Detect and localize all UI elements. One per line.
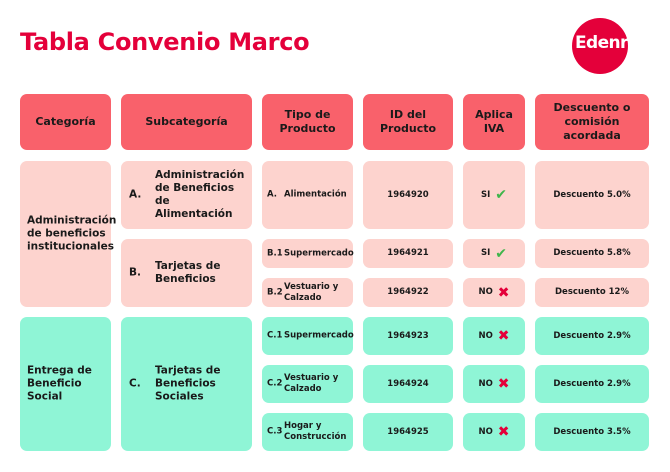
header-id-producto: ID del Producto xyxy=(363,94,453,150)
product-type: Supermercado xyxy=(284,330,354,341)
iva-value: SI xyxy=(480,189,491,200)
category-label: Administración de beneficios institucionales xyxy=(27,214,117,253)
product-code: A. xyxy=(267,189,277,200)
product-code: C.3 xyxy=(267,426,283,437)
product-code: B.2 xyxy=(267,287,283,297)
subcategory-cell xyxy=(121,317,252,451)
cross-icon: ✖ xyxy=(497,424,510,440)
descuento-cell xyxy=(535,278,649,307)
iva-value: NO xyxy=(478,330,493,341)
product-id-cell xyxy=(363,278,453,307)
category-label: Entrega de Beneficio Social xyxy=(27,364,92,403)
descuento-cell xyxy=(535,413,649,451)
tipo-producto-cell xyxy=(262,161,353,229)
product-id: 1964924 xyxy=(387,378,429,389)
descuento-value: Descuento 5.8% xyxy=(553,248,631,258)
iva-value: NO xyxy=(478,378,493,389)
header-aplica-iva: Aplica IVA xyxy=(463,94,525,150)
header-tipo-producto: Tipo de Producto xyxy=(262,94,353,150)
subcategory-cell xyxy=(121,161,252,229)
iva-cell xyxy=(463,413,525,451)
product-id: 1964923 xyxy=(387,330,429,341)
descuento-cell xyxy=(535,365,649,403)
cross-icon: ✖ xyxy=(497,328,510,344)
subcategory-cell xyxy=(121,239,252,307)
product-type: Alimentación xyxy=(284,189,347,200)
product-code: C.1 xyxy=(267,330,283,341)
category-cell xyxy=(20,161,117,307)
cross-icon: ✖ xyxy=(497,284,510,301)
iva-value: SI xyxy=(480,248,491,258)
cross-icon: ✖ xyxy=(497,376,510,392)
product-type: Hogar y Construcción xyxy=(284,421,347,442)
product-type: Supermercado xyxy=(284,248,354,258)
descuento-cell xyxy=(535,239,649,268)
product-code: B.1 xyxy=(267,248,283,258)
logo-text: Edenred xyxy=(575,33,651,53)
descuento-value: Descuento 5.0% xyxy=(553,189,631,200)
descuento-value: Descuento 3.5% xyxy=(553,426,631,437)
tipo-producto-cell xyxy=(262,413,353,451)
tipo-producto-cell xyxy=(262,278,353,307)
iva-cell xyxy=(463,239,525,268)
iva-cell xyxy=(463,161,525,229)
header-subcategoria: Subcategoría xyxy=(121,94,252,150)
product-id-cell xyxy=(363,413,453,451)
page-title: Tabla Convenio Marco xyxy=(20,28,310,56)
subcategory-label: Tarjetas de Beneficios xyxy=(155,260,221,285)
product-id-cell xyxy=(363,317,453,355)
subcategory-label: Administración de Beneficios de Alimentación xyxy=(155,169,245,220)
subcategory-letter: A. xyxy=(129,188,142,201)
product-type: Vestuario y Calzado xyxy=(284,373,339,394)
tipo-producto-cell xyxy=(262,365,353,403)
check-icon: ✔ xyxy=(495,245,508,262)
product-id-cell xyxy=(363,365,453,403)
product-type: Vestuario y Calzado xyxy=(284,281,339,303)
product-id: 1964922 xyxy=(387,287,429,297)
iva-value: NO xyxy=(478,287,493,297)
descuento-value: Descuento 2.9% xyxy=(553,378,631,389)
subcategory-letter: C. xyxy=(129,377,141,390)
product-id-cell xyxy=(363,239,453,268)
product-id: 1964925 xyxy=(387,426,429,437)
descuento-cell xyxy=(535,317,649,355)
descuento-value: Descuento 2.9% xyxy=(553,330,631,341)
header-categoria: Categoría xyxy=(20,94,111,150)
product-id: 1964921 xyxy=(387,248,429,258)
iva-value: NO xyxy=(478,426,493,437)
category-cell xyxy=(20,317,111,451)
subcategory-letter: B. xyxy=(129,266,141,279)
product-id-cell xyxy=(363,161,453,229)
tipo-producto-cell xyxy=(262,239,353,268)
check-icon: ✔ xyxy=(495,187,508,203)
descuento-value: Descuento 12% xyxy=(555,287,629,297)
iva-cell xyxy=(463,365,525,403)
subcategory-label: Tarjetas de Beneficios Sociales xyxy=(155,364,221,403)
product-code: C.2 xyxy=(267,378,283,389)
descuento-cell xyxy=(535,161,649,229)
iva-cell xyxy=(463,317,525,355)
iva-cell xyxy=(463,278,525,307)
product-id: 1964920 xyxy=(387,189,429,200)
tipo-producto-cell xyxy=(262,317,353,355)
header-descuento: Descuento o comisión acordada xyxy=(535,94,649,150)
